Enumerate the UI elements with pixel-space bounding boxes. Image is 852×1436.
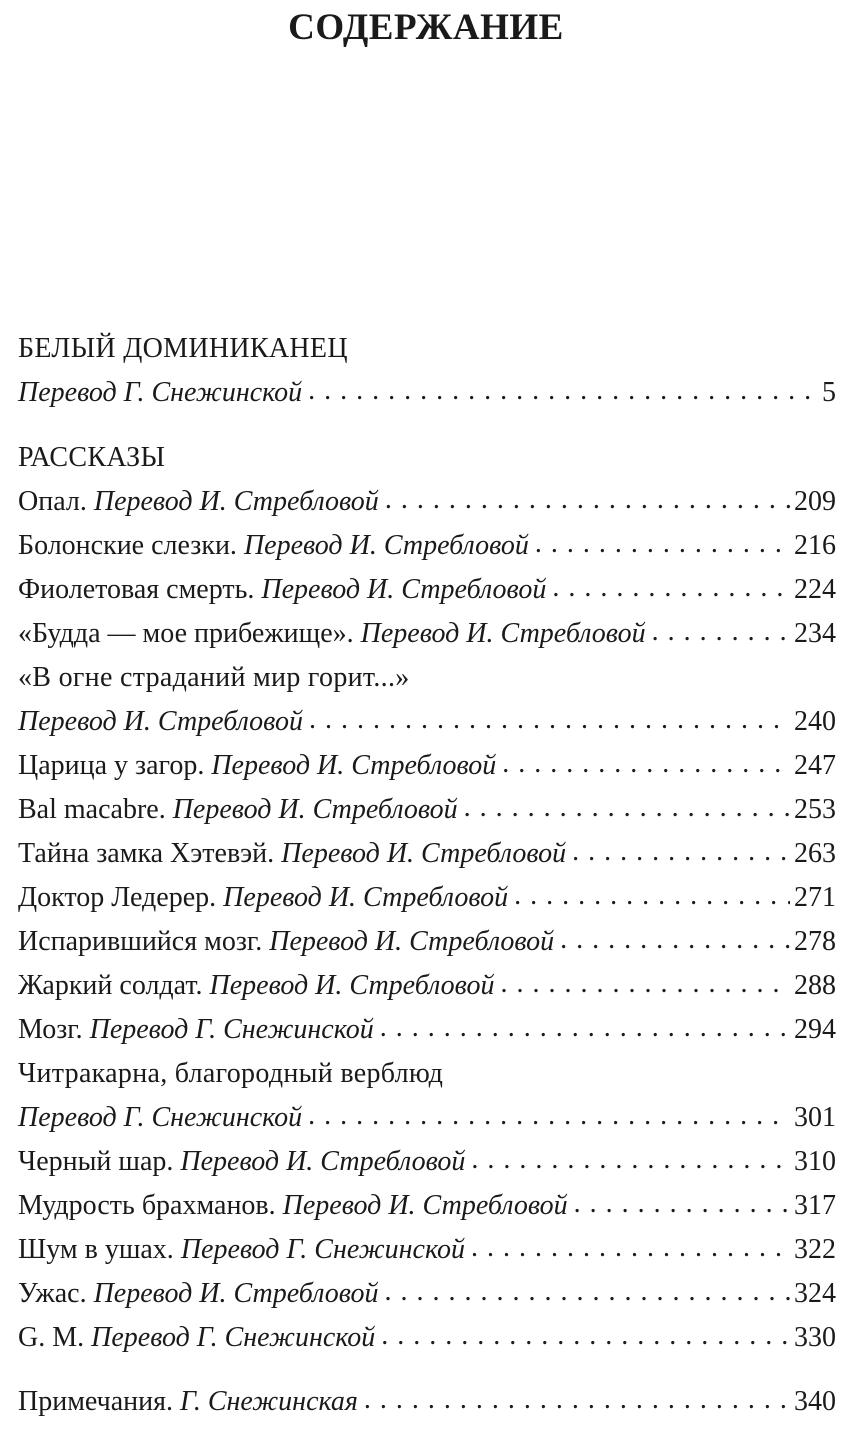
toc-entry[interactable] <box>18 744 836 788</box>
entry-title: Черный шар. <box>18 1146 174 1177</box>
entry-translator: Перевод И. Стребловой <box>209 970 495 1001</box>
entry-page-number: 317 <box>794 1190 836 1221</box>
dot-leader <box>502 742 790 786</box>
entry-page-number: 278 <box>794 926 836 957</box>
entry-page-number: 247 <box>794 750 836 781</box>
entry-title: Bal macabre. <box>18 794 166 825</box>
toc-entry[interactable] <box>18 612 836 656</box>
page-title: СОДЕРЖАНИЕ <box>288 7 564 48</box>
dot-leader <box>560 918 790 962</box>
entry-translator: Перевод Г. Снежинской <box>18 1102 303 1133</box>
entry-translator: Перевод И. Стребловой <box>180 1146 466 1177</box>
entry-title: «Будда — мое прибежище». <box>18 618 354 649</box>
toc-entry[interactable] <box>18 832 836 876</box>
toc-entry-novel[interactable] <box>18 371 836 415</box>
entry-title-line[interactable]: «В огне страданий мир горит...» <box>18 662 410 693</box>
entry-translator: Перевод И. Стребловой <box>360 618 646 649</box>
toc-entry[interactable] <box>18 788 836 832</box>
toc-entry[interactable] <box>18 1184 836 1228</box>
entry-page-number: 253 <box>794 794 836 825</box>
entry-title: Жаркий солдат. <box>18 970 203 1001</box>
entry-translator: Перевод Г. Снежинской <box>18 377 303 408</box>
dot-leader <box>535 522 790 566</box>
entry-page-number: 216 <box>794 530 836 561</box>
entry-title: Царица у загор. <box>18 750 205 781</box>
entry-title: Шум в ушах. <box>18 1234 174 1265</box>
entry-page-number: 288 <box>794 970 836 1001</box>
entry-title: Фиолетовая смерть. <box>18 574 255 605</box>
section-heading-novel: БЕЛЫЙ ДОМИНИКАНЕЦ <box>18 333 348 364</box>
entry-title: Мозг. <box>18 1014 83 1045</box>
entry-translator: Перевод И. Стребловой <box>18 706 303 737</box>
entry-translator: Перевод И. Стребловой <box>269 926 555 957</box>
entry-page-number: 310 <box>794 1146 836 1177</box>
entry-title: Испарившийся мозг. <box>18 926 263 957</box>
toc-entry[interactable] <box>18 524 836 568</box>
entry-page-number: 301 <box>794 1102 836 1133</box>
toc-entry[interactable] <box>18 700 836 744</box>
dot-leader <box>552 566 790 610</box>
entry-translator: Перевод Г. Снежинской <box>91 1322 376 1353</box>
entry-translator: Перевод И. Стребловой <box>223 882 509 913</box>
toc-entry[interactable] <box>18 876 836 920</box>
dot-leader <box>385 478 790 522</box>
entry-author: Г. Снежинская <box>180 1386 358 1417</box>
dot-leader <box>385 1270 790 1314</box>
entry-page-number: 330 <box>794 1322 836 1353</box>
entry-title: Доктор Ледерер. <box>18 882 217 913</box>
dot-leader <box>380 1006 790 1050</box>
toc-entry-notes[interactable] <box>18 1380 836 1424</box>
dot-leader <box>308 1094 790 1138</box>
entry-title: Примечания. <box>18 1386 174 1417</box>
toc-entry[interactable] <box>18 1096 836 1140</box>
toc-entry[interactable] <box>18 1316 836 1360</box>
table-of-contents <box>18 327 836 1424</box>
section-heading-stories: РАССКАЗЫ <box>18 442 166 473</box>
entry-page-number: 234 <box>794 618 836 649</box>
dot-leader <box>471 1226 790 1270</box>
entry-page-number: 240 <box>794 706 836 737</box>
dot-leader <box>500 962 790 1006</box>
entry-page-number: 294 <box>794 1014 836 1045</box>
entry-page-number: 322 <box>794 1234 836 1265</box>
dot-leader <box>652 610 790 654</box>
entry-page-number: 263 <box>794 838 836 869</box>
toc-entry[interactable] <box>18 568 836 612</box>
entry-title: Тайна замка Хэтевэй. <box>18 838 275 869</box>
entry-translator: Перевод И. Стребловой <box>172 794 458 825</box>
dot-leader <box>574 1182 790 1226</box>
entry-title: Ужас. <box>18 1278 87 1309</box>
entry-translator: Перевод И. Стребловой <box>211 750 497 781</box>
toc-entry[interactable] <box>18 964 836 1008</box>
entry-page-number: 209 <box>794 486 836 517</box>
entry-title: G. M. <box>18 1322 85 1353</box>
entry-title-line[interactable]: Читракарна, благородный верблюд <box>18 1058 444 1089</box>
dot-leader <box>471 1138 790 1182</box>
entry-translator: Перевод Г. Снежинской <box>180 1234 465 1265</box>
entry-translator: Перевод И. Стребловой <box>261 574 547 605</box>
entry-translator: Перевод И. Стребловой <box>93 1278 379 1309</box>
entry-title: Болонские слезки. <box>18 530 237 561</box>
entry-page-number: 324 <box>794 1278 836 1309</box>
toc-entry[interactable] <box>18 1228 836 1272</box>
entry-translator: Перевод И. Стребловой <box>93 486 379 517</box>
entry-translator: Перевод И. Стребловой <box>282 1190 568 1221</box>
dot-leader <box>364 1378 790 1422</box>
dot-leader <box>381 1314 790 1358</box>
entry-title: Мудрость брахманов. <box>18 1190 276 1221</box>
entry-translator: Перевод Г. Снежинской <box>89 1014 374 1045</box>
entry-page-number: 224 <box>794 574 836 605</box>
toc-entry[interactable] <box>18 1140 836 1184</box>
toc-entry[interactable] <box>18 920 836 964</box>
dot-leader <box>309 698 790 742</box>
dot-leader <box>514 874 790 918</box>
toc-entry[interactable] <box>18 480 836 524</box>
toc-entry[interactable] <box>18 1272 836 1316</box>
entry-title: Опал. <box>18 486 87 517</box>
dot-leader <box>464 786 790 830</box>
dot-leader <box>572 830 790 874</box>
entry-page-number: 340 <box>794 1386 836 1417</box>
dot-leader <box>308 369 818 413</box>
toc-entry[interactable] <box>18 1008 836 1052</box>
entry-translator: Перевод И. Стребловой <box>281 838 567 869</box>
entry-page-number: 5 <box>822 377 836 408</box>
entry-translator: Перевод И. Стребловой <box>243 530 529 561</box>
entry-page-number: 271 <box>794 882 836 913</box>
